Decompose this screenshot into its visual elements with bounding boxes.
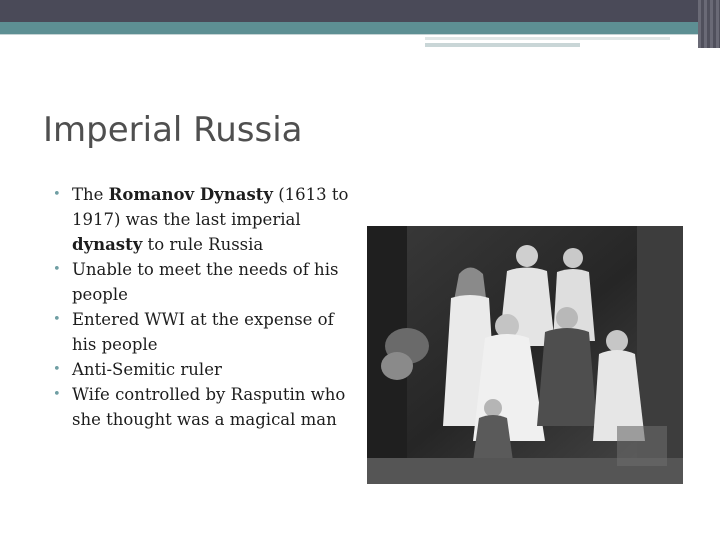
- bullet-icon: •: [53, 312, 61, 327]
- header-stripe: [425, 43, 580, 47]
- bullet-item: [50, 182, 360, 257]
- bullet-text: Romanov Dynasty: [108, 185, 273, 204]
- bullet-text: (1613 to 1917) was the last imperial: [72, 185, 349, 229]
- bullet-item: [50, 382, 360, 432]
- bullet-list: [50, 182, 360, 432]
- bullet-text: Wife controlled by Rasputin who she thought was a magical man: [72, 385, 346, 429]
- header-stripe: [425, 37, 670, 40]
- bullet-item: [50, 357, 360, 382]
- header-line: [0, 34, 700, 35]
- bullet-icon: •: [53, 387, 61, 402]
- header-corner-pattern: [698, 0, 720, 48]
- romanov-family-photo: [367, 226, 683, 484]
- bullet-icon: •: [53, 262, 61, 277]
- bullet-text: The: [72, 185, 109, 204]
- bullet-item: [50, 307, 360, 357]
- bullet-text: Entered WWI at the expense of his people: [72, 310, 334, 354]
- slide-title: Imperial Russia: [43, 110, 303, 150]
- bullet-icon: •: [53, 187, 61, 202]
- header-bar-teal: [0, 22, 720, 34]
- photo-illustration: [367, 226, 683, 484]
- bullet-text: dynasty: [72, 235, 143, 254]
- header-bar-dark: [0, 0, 720, 22]
- bullet-icon: •: [53, 362, 61, 377]
- bullet-text: to rule Russia: [142, 235, 264, 254]
- bullet-text: Anti-Semitic ruler: [72, 360, 222, 379]
- bullet-item: [50, 257, 360, 307]
- bullet-text: Unable to meet the needs of his people: [72, 260, 339, 304]
